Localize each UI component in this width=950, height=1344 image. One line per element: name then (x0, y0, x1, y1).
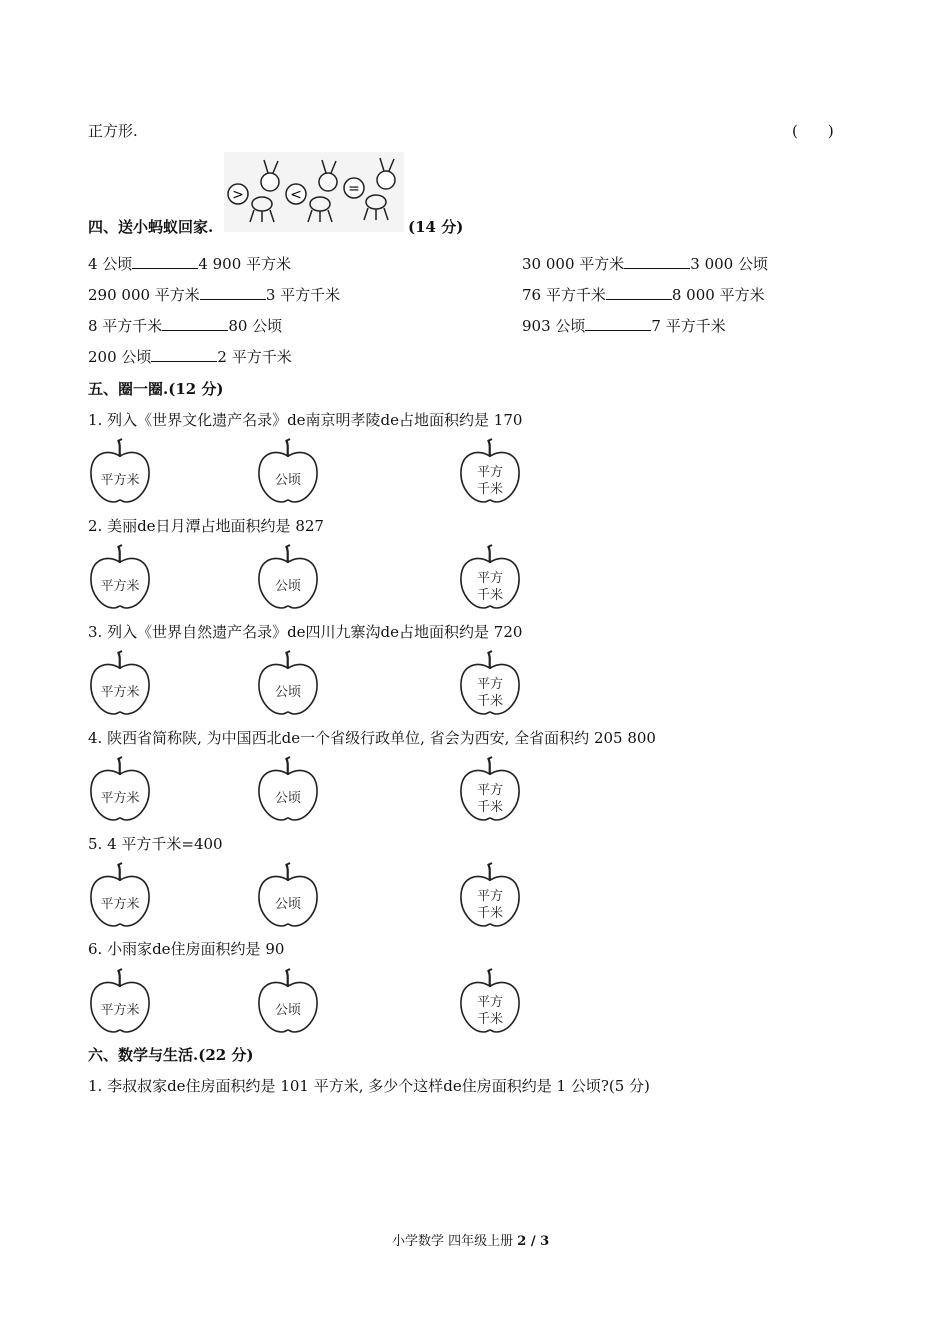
compare-item: 4 公顷 4 900 平方米 (88, 255, 292, 273)
answer-parentheses: ( ) (792, 122, 834, 140)
ant-symbol-lt: < (290, 187, 302, 203)
question-tail-text: 正方形. (88, 122, 138, 140)
answer-blank[interactable] (200, 285, 266, 300)
section6-question-1: 1. 李叔叔家de住房面积约是 101 平方米, 多少个这样de住房面积约是 1 公顷?(5 分) (88, 1077, 650, 1095)
apple-option-square-kilometer[interactable] (454, 542, 526, 614)
apple-option-hectare[interactable] (252, 436, 324, 508)
ants-illustration (224, 152, 404, 232)
svg-text:公顷: 公顷 (274, 579, 302, 594)
svg-text:千米: 千米 (476, 906, 504, 921)
section6-title: 六、数学与生活.(22 分) (88, 1046, 254, 1064)
section4-title: 四、送小蚂蚁回家. (88, 218, 214, 236)
apple-option-square-meter[interactable] (84, 966, 156, 1038)
ant-symbol-eq: = (348, 181, 360, 197)
svg-text:平方米: 平方米 (100, 685, 140, 700)
svg-text:公顷: 公顷 (274, 897, 302, 912)
apple-option-square-meter[interactable] (84, 542, 156, 614)
apple-option-square-kilometer[interactable] (454, 648, 526, 720)
question-6: 6. 小雨家de住房面积约是 90 (88, 940, 285, 958)
question-4: 4. 陕西省简称陕, 为中国西北de一个省级行政单位, 省会为西安, 全省面积约 205 800 (88, 729, 656, 747)
svg-text:平方米: 平方米 (100, 473, 140, 488)
apple-option-square-kilometer[interactable] (454, 966, 526, 1038)
apple-option-square-meter[interactable] (84, 436, 156, 508)
svg-text:平方米: 平方米 (100, 579, 140, 594)
footer-subject: 小学数学 四年级上册 (392, 1234, 514, 1249)
footer (392, 1230, 549, 1249)
apple-option-square-kilometer[interactable] (454, 860, 526, 932)
compare-item: 200 公顷 2 平方千米 (88, 348, 292, 366)
svg-text:千米: 千米 (476, 1012, 504, 1027)
apple-option-square-kilometer[interactable] (454, 754, 526, 826)
compare-item: 290 000 平方米 3 平方千米 (88, 286, 341, 304)
svg-text:公顷: 公顷 (274, 1003, 302, 1018)
section4-score: (14 分) (408, 218, 464, 236)
svg-text:千米: 千米 (476, 694, 504, 709)
svg-text:平方米: 平方米 (100, 1003, 140, 1018)
page-number: 2 / 3 (517, 1234, 550, 1249)
question-5: 5. 4 平方千米=400 (88, 835, 223, 853)
svg-text:千米: 千米 (476, 588, 504, 603)
answer-blank[interactable] (162, 316, 228, 331)
compare-item: 903 公顷 7 平方千米 (522, 317, 726, 335)
apple-option-hectare[interactable] (252, 860, 324, 932)
question-3: 3. 列入《世界自然遗产名录》de四川九寨沟de占地面积约是 720 (88, 623, 523, 641)
apple-option-hectare[interactable] (252, 542, 324, 614)
svg-text:平方: 平方 (476, 783, 504, 798)
answer-blank[interactable] (624, 254, 690, 269)
ant-symbol-gt: > (232, 187, 244, 203)
compare-item: 30 000 平方米 3 000 公顷 (522, 255, 768, 273)
apple-option-square-meter[interactable] (84, 648, 156, 720)
compare-item: 76 平方千米 8 000 平方米 (522, 286, 765, 304)
svg-text:千米: 千米 (476, 800, 504, 815)
apple-option-hectare[interactable] (252, 966, 324, 1038)
apple-option-square-meter[interactable] (84, 754, 156, 826)
answer-blank[interactable] (606, 285, 672, 300)
apple-option-square-meter[interactable] (84, 860, 156, 932)
svg-text:平方米: 平方米 (100, 791, 140, 806)
svg-text:平方米: 平方米 (100, 897, 140, 912)
svg-text:平方: 平方 (476, 677, 504, 692)
answer-blank[interactable] (132, 254, 198, 269)
svg-text:平方: 平方 (476, 465, 504, 480)
question-1: 1. 列入《世界文化遗产名录》de南京明孝陵de占地面积约是 170 (88, 411, 523, 429)
svg-text:千米: 千米 (476, 482, 504, 497)
apple-option-hectare[interactable] (252, 754, 324, 826)
apple-option-hectare[interactable] (252, 648, 324, 720)
svg-text:公顷: 公顷 (274, 791, 302, 806)
svg-text:平方: 平方 (476, 995, 504, 1010)
question-2: 2. 美丽de日月潭占地面积约是 827 (88, 517, 324, 535)
svg-text:公顷: 公顷 (274, 473, 302, 488)
answer-blank[interactable] (151, 347, 217, 362)
svg-text:平方: 平方 (476, 571, 504, 586)
section5-title: 五、圈一圈.(12 分) (88, 380, 224, 398)
apple-option-square-kilometer[interactable] (454, 436, 526, 508)
answer-blank[interactable] (585, 316, 651, 331)
svg-text:公顷: 公顷 (274, 685, 302, 700)
compare-item: 8 平方千米 80 公顷 (88, 317, 283, 335)
svg-text:平方: 平方 (476, 889, 504, 904)
